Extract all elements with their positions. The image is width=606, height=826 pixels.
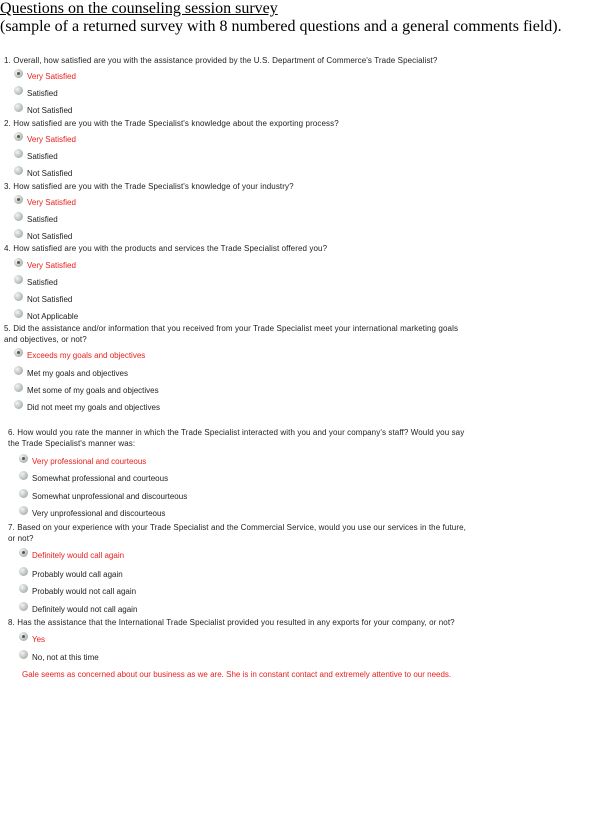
question-text: 2. How satisfied are you with the Trade Specialist's knowledge about the exporting process? bbox=[4, 119, 339, 128]
option-q2-3[interactable] bbox=[14, 168, 72, 179]
question-1 bbox=[4, 55, 437, 66]
option-q7-1[interactable] bbox=[19, 550, 124, 561]
option-label: Not Satisfied bbox=[27, 169, 73, 178]
option-label: Satisfied bbox=[27, 152, 58, 161]
option-q6-3[interactable] bbox=[19, 491, 187, 502]
question-5 bbox=[4, 323, 458, 345]
option-label: Very professional and courteous bbox=[32, 457, 147, 466]
option-label: Met my goals and objectives bbox=[27, 369, 128, 378]
radio-button-icon[interactable] bbox=[19, 548, 28, 557]
option-q2-1[interactable] bbox=[14, 134, 76, 145]
option-label: Probably would call again bbox=[32, 570, 123, 579]
radio-button-icon[interactable] bbox=[14, 69, 23, 78]
option-label: Did not meet my goals and objectives bbox=[27, 403, 160, 412]
option-q6-2[interactable] bbox=[19, 473, 168, 484]
option-q8-1[interactable] bbox=[19, 634, 45, 645]
option-q7-2[interactable] bbox=[19, 569, 123, 580]
option-label: Yes bbox=[32, 635, 46, 644]
radio-button-icon[interactable] bbox=[19, 471, 28, 480]
general-comment: Gale seems as concerned about our business as we are. She is in constant contact and extremely attentive to our needs. bbox=[22, 670, 452, 679]
question-text-cont: or not? bbox=[8, 534, 34, 543]
option-q2-2[interactable] bbox=[14, 151, 58, 162]
radio-button-icon[interactable] bbox=[14, 292, 23, 301]
option-label: Satisfied bbox=[27, 215, 58, 224]
radio-button-icon[interactable] bbox=[14, 275, 23, 284]
radio-button-icon[interactable] bbox=[19, 454, 28, 463]
radio-button-icon[interactable] bbox=[14, 212, 23, 221]
radio-button-icon[interactable] bbox=[14, 195, 23, 204]
radio-button-icon[interactable] bbox=[14, 132, 23, 141]
question-text: 4. How satisfied are you with the products and services the Trade Specialist offered you? bbox=[4, 244, 328, 253]
radio-button-icon[interactable] bbox=[14, 348, 23, 357]
radio-button-icon[interactable] bbox=[19, 632, 28, 641]
radio-button-icon[interactable] bbox=[14, 149, 23, 158]
option-label: Satisfied bbox=[27, 278, 58, 287]
radio-button-icon[interactable] bbox=[19, 567, 28, 576]
option-label: Somewhat unprofessional and discourteous bbox=[32, 492, 188, 501]
page-heading bbox=[0, 0, 562, 36]
option-q5-1[interactable] bbox=[14, 350, 145, 361]
radio-button-icon[interactable] bbox=[14, 309, 23, 318]
option-label: Definitely would not call again bbox=[32, 605, 138, 614]
option-q8-2[interactable] bbox=[19, 652, 99, 663]
option-label: Very Satisfied bbox=[27, 135, 76, 144]
radio-button-icon[interactable] bbox=[14, 86, 23, 95]
option-q1-3[interactable] bbox=[14, 105, 72, 116]
question-text-cont: the Trade Specialist's manner was: bbox=[8, 439, 136, 448]
option-label: Met some of my goals and objectives bbox=[27, 386, 159, 395]
option-label: Probably would not call again bbox=[32, 587, 137, 596]
option-label: Somewhat professional and courteous bbox=[32, 474, 169, 483]
option-label: Exceeds my goals and objectives bbox=[27, 351, 146, 360]
radio-button-icon[interactable] bbox=[14, 400, 23, 409]
option-label: Very Satisfied bbox=[27, 261, 76, 270]
question-2 bbox=[4, 118, 339, 129]
question-4 bbox=[4, 243, 327, 254]
question-text-cont: and objectives, or not? bbox=[4, 335, 87, 344]
option-label: Very Satisfied bbox=[27, 72, 76, 81]
radio-button-icon[interactable] bbox=[14, 103, 23, 112]
option-label: No, not at this time bbox=[32, 653, 99, 662]
option-label: Very unprofessional and discourteous bbox=[32, 509, 166, 518]
option-q5-3[interactable] bbox=[14, 385, 159, 396]
question-3 bbox=[4, 181, 294, 192]
radio-button-icon[interactable] bbox=[14, 383, 23, 392]
option-q5-2[interactable] bbox=[14, 368, 128, 379]
option-q5-4[interactable] bbox=[14, 402, 160, 413]
option-q4-1[interactable] bbox=[14, 260, 76, 271]
question-8 bbox=[8, 617, 455, 628]
question-text: 8. Has the assistance that the International Trade Specialist provided you resulted in any exports for your company, or not? bbox=[8, 618, 455, 627]
radio-button-icon[interactable] bbox=[19, 584, 28, 593]
radio-button-icon[interactable] bbox=[14, 166, 23, 175]
radio-button-icon[interactable] bbox=[19, 506, 28, 515]
radio-button-icon[interactable] bbox=[14, 229, 23, 238]
option-q4-3[interactable] bbox=[14, 294, 72, 305]
radio-button-icon[interactable] bbox=[19, 602, 28, 611]
option-label: Definitely would call again bbox=[32, 551, 125, 560]
option-q3-2[interactable] bbox=[14, 214, 58, 225]
radio-button-icon[interactable] bbox=[14, 258, 23, 267]
question-text: 3. How satisfied are you with the Trade Specialist's knowledge of your industry? bbox=[4, 182, 294, 191]
option-q3-1[interactable] bbox=[14, 197, 76, 208]
radio-button-icon[interactable] bbox=[19, 489, 28, 498]
question-text: 6. How would you rate the manner in which the Trade Specialist interacted with you and your company's staff? Would you say bbox=[8, 428, 465, 437]
option-q7-3[interactable] bbox=[19, 586, 136, 597]
option-label: Very Satisfied bbox=[27, 198, 76, 207]
option-q4-2[interactable] bbox=[14, 277, 58, 288]
option-q6-4[interactable] bbox=[19, 508, 165, 519]
option-label: Not Satisfied bbox=[27, 232, 73, 241]
question-text: 5. Did the assistance and/or information that you received from your Trade Specialist meet your international marketing goals bbox=[4, 324, 459, 333]
question-text: 7. Based on your experience with your Trade Specialist and the Commercial Service, would you use our services in the future, bbox=[8, 523, 466, 532]
option-label: Not Satisfied bbox=[27, 295, 73, 304]
option-label: Not Satisfied bbox=[27, 106, 73, 115]
option-label: Satisfied bbox=[27, 89, 58, 98]
radio-button-icon[interactable] bbox=[19, 650, 28, 659]
option-q1-1[interactable] bbox=[14, 71, 76, 82]
survey-subtitle: (sample of a returned survey with 8 numbered questions and a general comments field). bbox=[0, 18, 562, 35]
option-q3-3[interactable] bbox=[14, 231, 72, 242]
question-text: 1. Overall, how satisfied are you with the assistance provided by the U.S. Department of Commerce's Trade Specialist? bbox=[4, 56, 438, 65]
question-7 bbox=[8, 522, 466, 544]
option-q6-1[interactable] bbox=[19, 456, 146, 467]
option-label: Not Applicable bbox=[27, 312, 79, 321]
option-q4-4[interactable] bbox=[14, 311, 78, 322]
question-6 bbox=[8, 427, 464, 449]
option-q1-2[interactable] bbox=[14, 88, 58, 99]
option-q7-4[interactable] bbox=[19, 604, 137, 615]
radio-button-icon[interactable] bbox=[14, 366, 23, 375]
survey-title: Questions on the counseling session survey bbox=[0, 0, 278, 17]
